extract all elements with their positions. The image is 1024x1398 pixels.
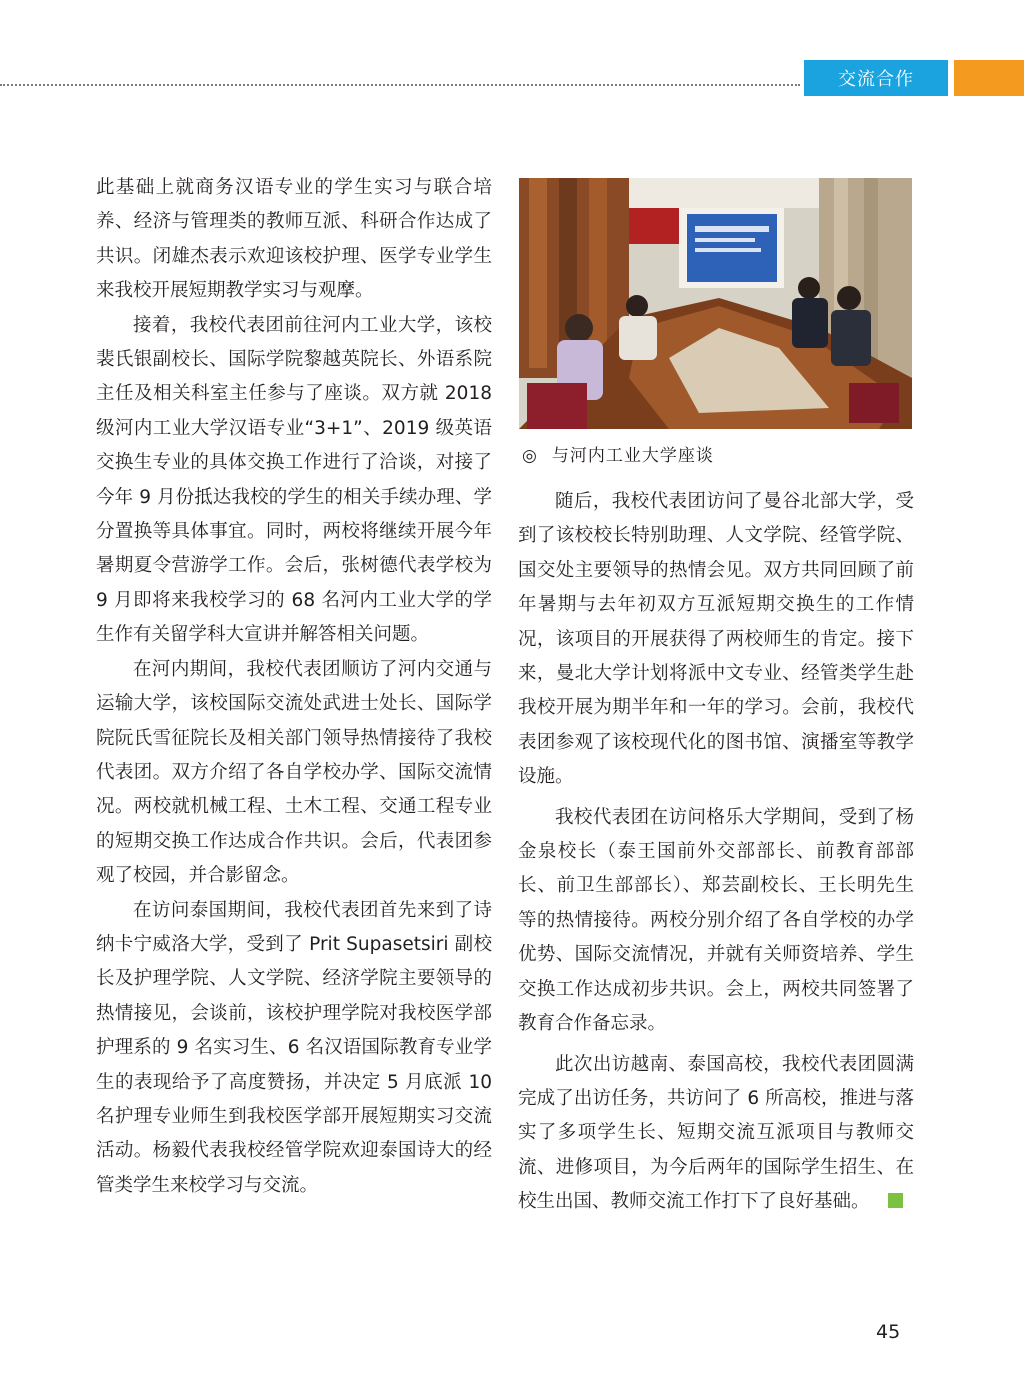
paragraph: 此基础上就商务汉语专业的学生实习与联合培养、经济与管理类的教师互派、科研合作达成了共识。闭雄杰表示欢迎该校护理、医学专业学生来我校开展短期教学实习与观摩。 <box>96 177 492 302</box>
paragraph: 在河内期间，我校代表团顺访了河内交通与运输大学，该校国际交流处武进士处长、国际学院阮氏雪征院长及相关部门领导热情接待了我校代表团。双方介绍了各自学校办学、国际交流情况。两校就机械工程、土木工程、交通工程专业的短期交换工作达成合作共识。会后，代表团参观了校园，并合影留念。 <box>96 658 492 887</box>
header-dotted-rule <box>0 84 800 86</box>
right-column <box>518 485 914 1220</box>
meeting-photo <box>519 178 912 429</box>
header-accent-block <box>954 60 1024 96</box>
paragraph: 随后，我校代表团访问了曼谷北部大学，受到了该校校长特别助理、人文学院、经管学院、国交处主要领导的热情会见。双方共同回顾了前年暑期与去年初双方互派短期交换生的工作情况，该项目的开展获得了两校师生的肯定。接下来，曼北大学计划将派中文专业、经管类学生赴我校开展为期半年和一年的学习。会前，我校代表团参观了该校现代化的图书馆、演播室等教学设施。 <box>518 491 914 788</box>
caption-text: 与河内工业大学座谈 <box>551 446 714 466</box>
paragraph-final <box>518 1048 914 1220</box>
paragraph-text: 此次出访越南、泰国高校，我校代表团圆满完成了出访任务，共访问了 6 所高校，推进与落实了多项学生长、短期交流互派项目与教师交流、进修项目，为今后两年的国际学生招生、在校生出国、教师交流工作打下了良好基础。 <box>518 1053 914 1213</box>
paragraph: 我校代表团在访问格乐大学期间，受到了杨金泉校长（泰王国前外交部部长、前教育部部长、前卫生部部长）、郑芸副校长、王长明先生等的热情接待。两校分别介绍了各自学校的办学优势、国际交流情况，并就有关师资培养、学生交换工作达成初步共识。会上，两校共同签署了教育合作备忘录。 <box>518 806 914 1035</box>
page-number: 45 <box>876 1321 901 1343</box>
paragraph: 在访问泰国期间，我校代表团首先来到了诗纳卡宁威洛大学，受到了 Prit Supasetsiri 副校长及护理学院、人文学院、经济学院主要领导的热情接见，会谈前，该校护理学院对我校医学部护理系的 9 名实习生、6 名汉语国际教育专业学生的表现给予了高度赞扬，并决定 5 月底派 10 名护理专业师生到我校医学部开展短期实习交流活动。杨毅代表我校经管学院欢迎泰国诗大的经管类学生来校学习与交流。 <box>96 899 492 1196</box>
caption-marker: ◎ <box>522 446 538 466</box>
left-column <box>96 171 492 1203</box>
end-mark-icon <box>888 1193 903 1208</box>
paragraph: 接着，我校代表团前往河内工业大学，该校裴氏银副校长、国际学院黎越英院长、外语系院主任及相关科室主任参与了座谈。双方就 2018 级河内工业大学汉语专业“3+1”、2019 级英语交换生专业的具体交换工作进行了洽谈，对接了今年 9 月份抵达我校的学生的相关手续办理、学分置换等具体事宜。同时，两校将继续开展今年暑期夏令营游学工作。会后，张树德代表学校为 9 月即将来我校学习的 68 名河内工业大学的学生作有关留学科大宣讲并解答相关问题。 <box>96 314 492 646</box>
section-tab <box>804 60 948 96</box>
photo-caption <box>522 441 912 466</box>
section-title: 交流合作 <box>838 69 914 90</box>
